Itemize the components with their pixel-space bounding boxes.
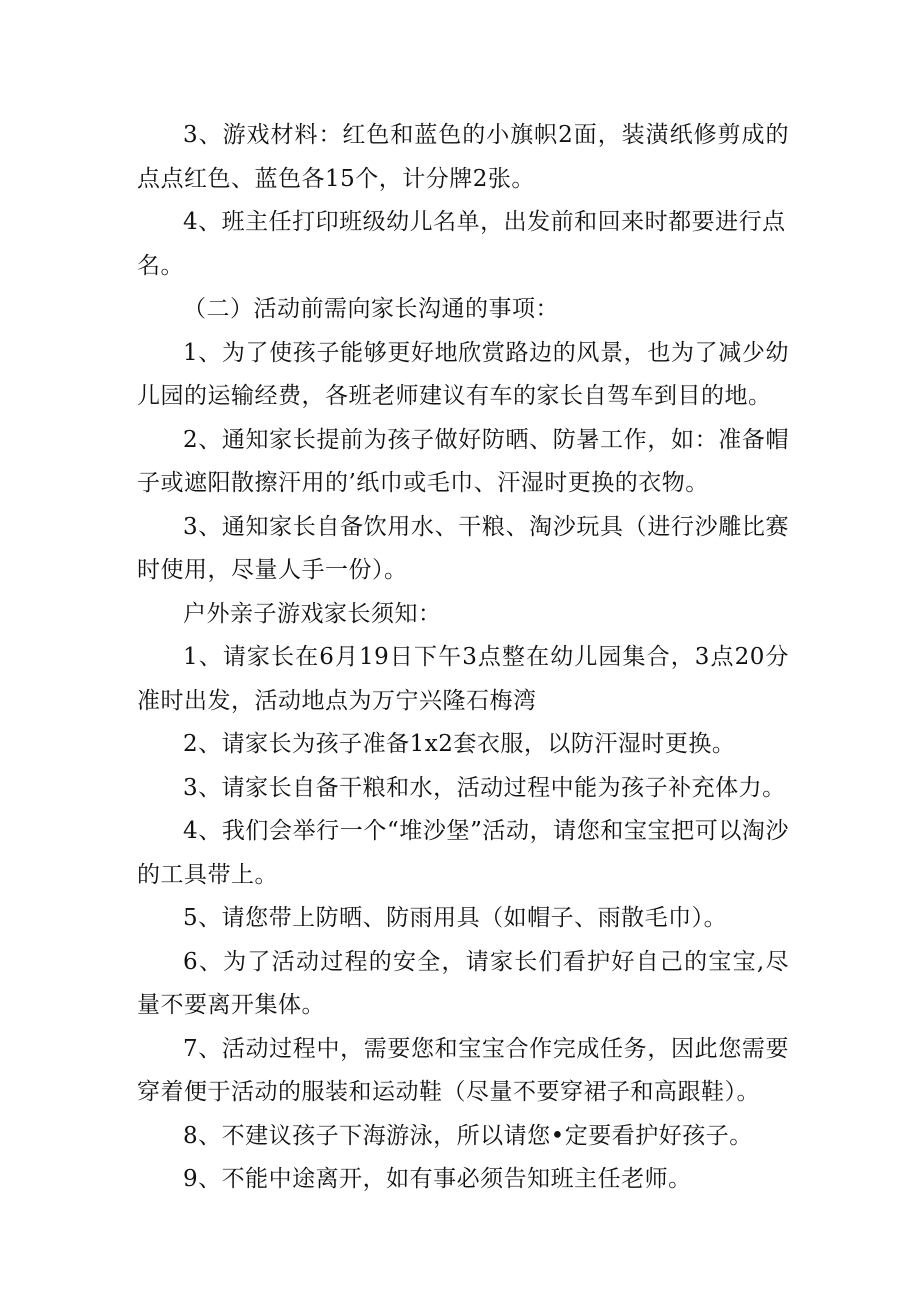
notice-item-8: 8、不建议孩子下海游泳，所以请您•定要看护好孩子。 bbox=[183, 1122, 753, 1149]
notice-item-5: 5、请您带上防晒、防雨用具（如帽子、雨散毛巾）。 bbox=[183, 905, 728, 931]
section-heading-parent-notice: 户外亲子游戏家长须知： bbox=[183, 600, 442, 627]
notice-item-7: 7、活动过程中，需要您和宝宝合作完成任务，因此您需要穿着便于活动的服装和运动鞋（尽量不要穿裙子和高跟鞋）。 bbox=[137, 1035, 789, 1105]
notice-item-3: 3、请家长自备干粮和水，活动过程中能为孩子补充体力。 bbox=[183, 774, 786, 801]
notice-item-6: 6、为了活动过程的安全，请家长们看护好自己的宝宝,尽量不要离开集体。 bbox=[137, 948, 789, 1018]
notice-item-4: 4、我们会举行一个“堆沙堡”活动，请您和宝宝把可以淘沙的工具带上。 bbox=[137, 818, 789, 888]
notice-item-1: 1、请家长在6月19日下午3点整在幼儿园集合，3点20分准时出发，活动地点为万宁兴隆石梅湾 bbox=[137, 644, 789, 714]
body-text bbox=[137, 114, 789, 1202]
notice-item-2: 2、请家长为孩子准备1x2套衣服，以防汗湿时更换。 bbox=[183, 731, 736, 757]
paragraph-sun-protection: 2、通知家长提前为孩子做好防晒、防暑工作，如：准备帽子或遮阳散擦汗用的’纸巾或毛巾、汗湿时更换的衣物。 bbox=[137, 426, 789, 496]
notice-item-9: 9、不能中途离开，如有事必须告知班主任老师。 bbox=[183, 1166, 692, 1192]
paragraph-roll-call: 4、班主任打印班级幼儿名单，出发前和回来时都要进行点名。 bbox=[137, 209, 786, 279]
section-heading-parent-communication: （二）活动前需向家长沟通的事项： bbox=[183, 296, 559, 322]
paragraph-water-food-toys: 3、通知家长自备饮用水、干粮、淘沙玩具（进行沙雕比赛时使用，尽量人手一份）。 bbox=[137, 513, 789, 583]
paragraph-materials: 3、游戏材料：红色和蓝色的小旗帜2面，装潢纸修剪成的点点红色、蓝色各15个，计分牌2张。 bbox=[137, 122, 789, 192]
paragraph-self-drive: 1、为了使孩子能够更好地欣赏路边的风景，也为了减少幼儿园的运输经费，各班老师建议有车的家长自驾车到目的地。 bbox=[137, 339, 789, 409]
